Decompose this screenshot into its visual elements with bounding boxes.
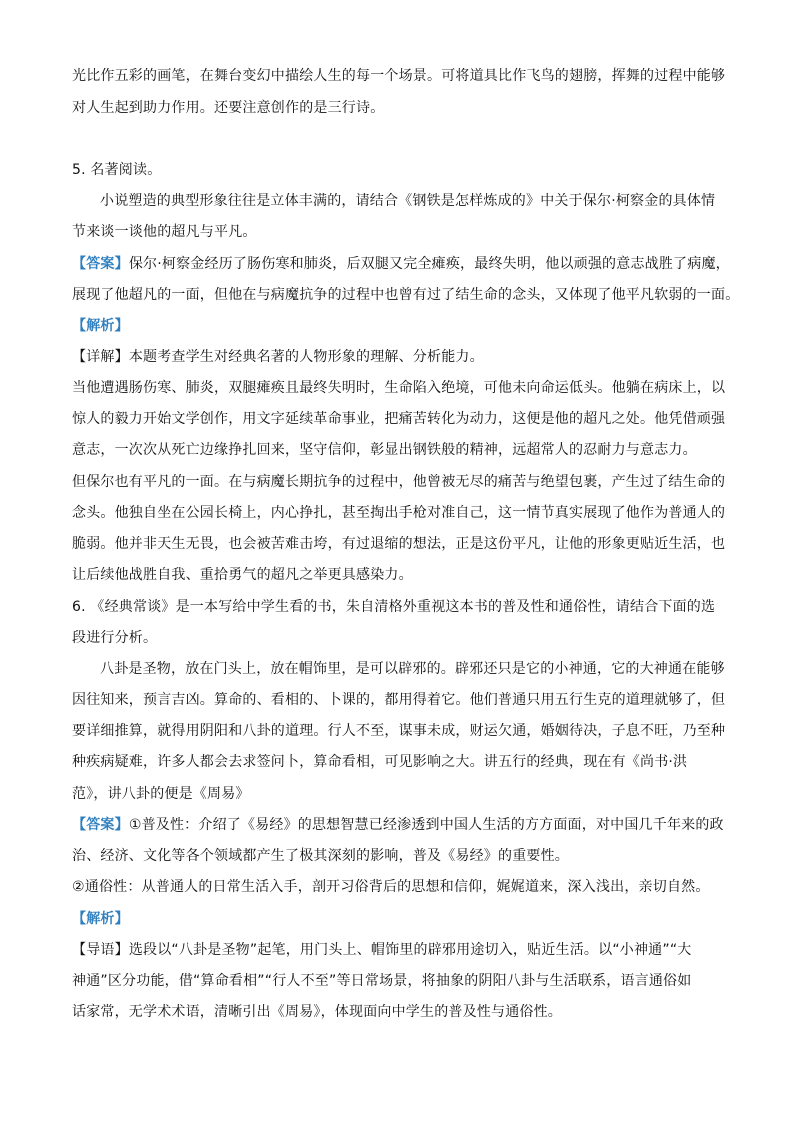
question-text: 小说塑造的典型形象往往是立体丰满的，请结合《钢铁是怎样炼成的》中关于保尔·柯察金的具体情 — [100, 193, 716, 209]
analysis-tag: 【解析】 — [72, 911, 129, 927]
question-6-title — [72, 597, 715, 617]
detail-text: 意志，一次次从死亡边缘挣扎回来，坚守信仰，彰显出钢铁般的精神，远超常人的忍耐力与意志力。 — [72, 442, 697, 458]
excerpt-text: 八卦是圣物，放在门头上，放在帽饰里，是可以辟邪的。辟邪还只是它的小神通，它的大神通在能够 — [100, 661, 725, 677]
guide-line — [72, 971, 691, 991]
question-title-text: 5. 名著阅读。 — [72, 162, 162, 178]
answer-text: ②通俗性：从普通人的日常生活入手，剖开习俗背后的思想和信仰，娓娓道来，深入浅出，亲切自然。 — [72, 879, 710, 895]
detail-line — [72, 409, 725, 429]
answer-tag: 【答案】 — [72, 817, 129, 833]
text-line — [100, 191, 715, 211]
answer-text: 展现了他超凡的一面，但他在与病魔抗争的过程中也曾有过了结生命的念头，又体现了他平凡软弱的一面。 — [72, 287, 740, 303]
guide-text: 选段以“八卦是圣物”起笔，用门头上、帽饰里的辟邪用途切入，贴近生活。以“小神通”“大 — [128, 942, 692, 958]
excerpt-text: 因往知来，预言吉凶。算命的、看相的、卜课的，都用得着它。他们普通只用五行生克的道理就够了，但 — [72, 692, 726, 708]
answer-text: ①普及性：介绍了《易经》的思想智慧已经渗透到中国人生活的方方面面，对中国几千年来的政 — [128, 817, 724, 833]
answer-text: 治、经济、文化等各个领域都产生了极其深刻的影响，普及《易经》的重要性。 — [72, 848, 569, 864]
detail-line — [72, 503, 725, 523]
detail-text: 本题考查学生对经典名著的人物形象的理解、分析能力。 — [128, 349, 484, 365]
answer-line — [72, 254, 730, 274]
answer-line — [72, 877, 710, 897]
question-5-title — [72, 160, 161, 180]
detail-text: 当他遭遇肠伤寒、肺炎，双腿瘫痪且最终失明时，生命陷入绝境，可他未向命运低头。他躺在病床上，以 — [72, 380, 726, 396]
answer-tag: 【答案】 — [72, 256, 129, 272]
paragraph-text: 光比作五彩的画笔，在舞台变幻中描绘人生的每一个场景。可将道具比作飞鸟的翅膀，挥舞的过程中能够 — [72, 68, 726, 84]
analysis-tag: 【解析】 — [72, 318, 129, 334]
excerpt-text: 要详细推算，就得用阴阳和八卦的道理。行人不至，谋事未成，财运欠通，婚姻待决，子息不旺，乃至种 — [72, 723, 726, 739]
detail-line — [72, 378, 725, 398]
excerpt-line — [72, 784, 250, 804]
excerpt-line — [72, 690, 725, 710]
detail-text: 让后续他战胜自我、重拾勇气的超凡之举更具感染力。 — [72, 567, 413, 583]
excerpt-line — [72, 752, 687, 772]
detail-text: 念头。他独自坐在公园长椅上，内心挣扎，甚至掏出手枪对准自己，这一情节真实展现了他作为普通人的 — [72, 505, 726, 521]
analysis-heading — [72, 316, 129, 336]
text-line — [72, 222, 257, 242]
detail-line — [72, 440, 697, 460]
text-line — [72, 628, 157, 648]
detail-text: 惊人的毅力开始文学创作，用文字延续革命事业，把痛苦转化为动力，这便是他的超凡之处。他凭借顽强 — [72, 411, 726, 427]
answer-line — [72, 285, 739, 305]
detail-text: 但保尔也有平凡的一面。在与病魔长期抗争的过程中，他曾被无尽的痛苦与绝望包裹，产生过了结生命的 — [72, 474, 726, 490]
question-text: 段进行分析。 — [72, 630, 158, 646]
answer-line — [72, 815, 724, 835]
question-text: 节来谈一谈他的超凡与平凡。 — [72, 224, 257, 240]
detail-line — [72, 565, 413, 585]
excerpt-line — [100, 659, 725, 679]
excerpt-text: 范》，讲八卦的便是《周易》 — [72, 786, 250, 802]
detail-line — [72, 534, 725, 554]
analysis-heading — [72, 909, 129, 929]
guide-line — [72, 1002, 562, 1022]
detail-line — [72, 472, 725, 492]
text-line — [72, 98, 384, 118]
guide-tag: 【导语】 — [72, 942, 129, 958]
excerpt-text: 种疾病疑难，许多人都会去求签问卜，算命看相，可见影响之大。讲五行的经典，现在有《尚书·洪 — [72, 754, 688, 770]
guide-line — [72, 940, 691, 960]
answer-text: 保尔·柯察金经历了肠伤寒和肺炎，后双腿又完全瘫痪，最终失明，他以顽强的意志战胜了病魔， — [128, 256, 730, 272]
guide-text: 神通”区分功能，借“算命看相”“行人不至”等日常场景，将抽象的阴阳八卦与生活联系，语言通俗如 — [72, 973, 692, 989]
guide-text: 话家常，无学术术语，清晰引出《周易》，体现面向中学生的普及性与通俗性。 — [72, 1004, 562, 1020]
answer-line — [72, 846, 569, 866]
paragraph-text: 对人生起到助力作用。还要注意创作的是三行诗。 — [72, 100, 385, 116]
detail-text: 脆弱。他并非天生无畏，也会被苦难击垮，有过退缩的想法，正是这份平凡，让他的形象更贴近生活，也 — [72, 536, 726, 552]
detail-line — [72, 347, 484, 367]
detail-tag: 【详解】 — [72, 349, 129, 365]
excerpt-line — [72, 721, 725, 741]
question-title-text: 6. 《经典常谈》是一本写给中学生看的书，朱自清格外重视这本书的普及性和通俗性，请结合下面的选 — [72, 599, 716, 615]
text-line — [72, 66, 725, 86]
